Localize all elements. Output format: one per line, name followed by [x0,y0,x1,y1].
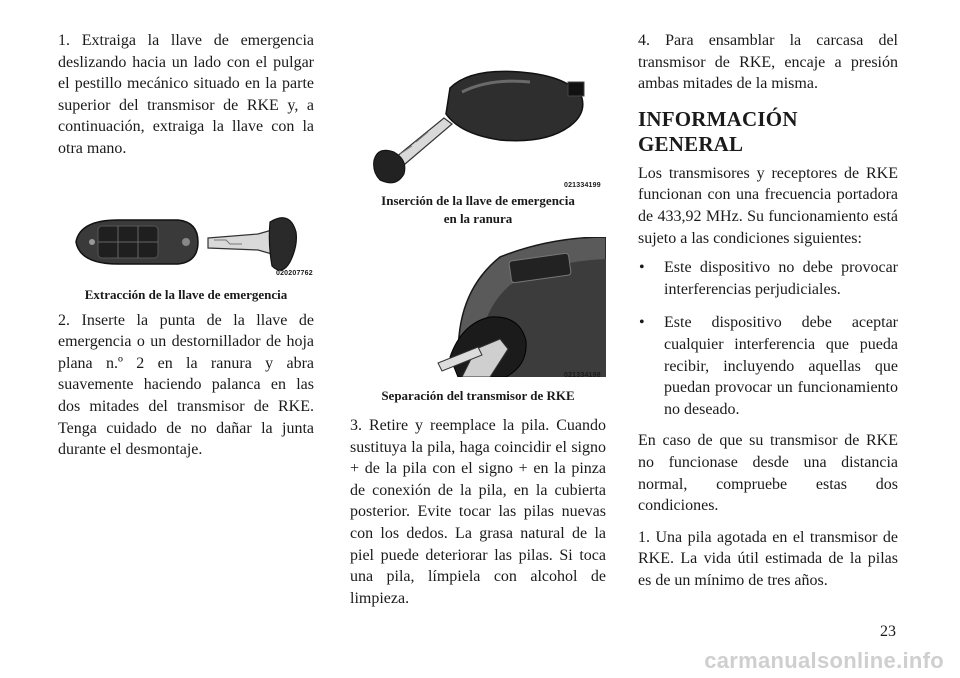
list-item [638,312,898,420]
list-item-text: Este dispositivo debe aceptar cualquier interferencia que pueda recibir, incluyendo aquellas que puedan provocar un funcionamiento no deseado. [664,314,898,418]
list-item [638,257,898,300]
figure-key-extraction [58,170,314,310]
list-item-text: Este dispositivo no debe provocar interferencias perjudiciales. [664,259,898,298]
column-right [638,30,898,591]
step-1-text: 1. Extraiga la llave de emergencia deslizando hacia un lado con el pulgar el pestillo mecánico situado en la parte superior del transmisor de RKE y, a continuación, extraiga la llave con la otra mano. [58,32,314,157]
conditions-list [638,257,898,420]
figure-code: 021334199 [564,182,601,189]
step-3-text: 3. Retire y reemplace la pila. Cuando sustituya la pila, haga coincidir el signo + de la pila con el signo + en la pinza de conexión de la pila, en la cubierta posterior. Evite tocar las pilas nuevas con los dedos. La grasa natural de la piel puede deteriorar las pilas. Si toca una pila, límpiela con alcohol de limpieza. [350,417,606,607]
column-left [58,30,314,461]
step-2-text: 2. Inserte la punta de la llave de emergencia o un destornillador de hoja plana n.º 2 en la ranura y abra suavemente haciendo palanca en las dos mitades del transmisor de RKE. Tenga cuidado de no dañar la junta durante el desmontaje. [58,311,314,459]
column-middle [350,30,606,609]
figure-caption: Extracción de la llave de emergencia [84,286,288,302]
step-4-text: 4. Para ensamblar la carcasa del transmisor de RKE, encaje a presión ambas mitades de la misma. [638,32,898,93]
bullet-icon: • [639,259,645,277]
page-number: 23 [880,623,896,640]
figure-code: 020207762 [276,269,313,277]
figure-caption-line1: Inserción de la llave de emergencia [381,193,575,208]
key-insertion-illustration [350,48,606,198]
section-heading: INFORMACIÓN GENERAL [638,106,798,156]
troubleshooting-text: En caso de que su transmisor de RKE no funcionase desde una distancia normal, compruebe estas dos condiciones. [638,432,898,515]
bullet-icon: • [639,314,645,332]
figure-caption: Separación del transmisor de RKE [381,388,575,403]
general-info-text: Los transmisores y receptores de RKE funcionan con una frecuencia portadora de 433,92 MHz. Su funcionamiento está sujeto a las condiciones siguientes: [638,164,898,247]
figure-code: 021334198 [564,372,601,379]
figure-caption-line2: en la ranura [443,211,513,226]
figure-transmitter-separation [350,237,606,415]
watermark: carmanualsonline.info [704,648,944,673]
figure-key-insertion [350,30,606,230]
condition-1-text: 1. Una pila agotada en el transmisor de RKE. La vida útil estimada de la pilas es de un mínimo de tres años. [638,528,898,589]
transmitter-separation-illustration [350,237,606,377]
